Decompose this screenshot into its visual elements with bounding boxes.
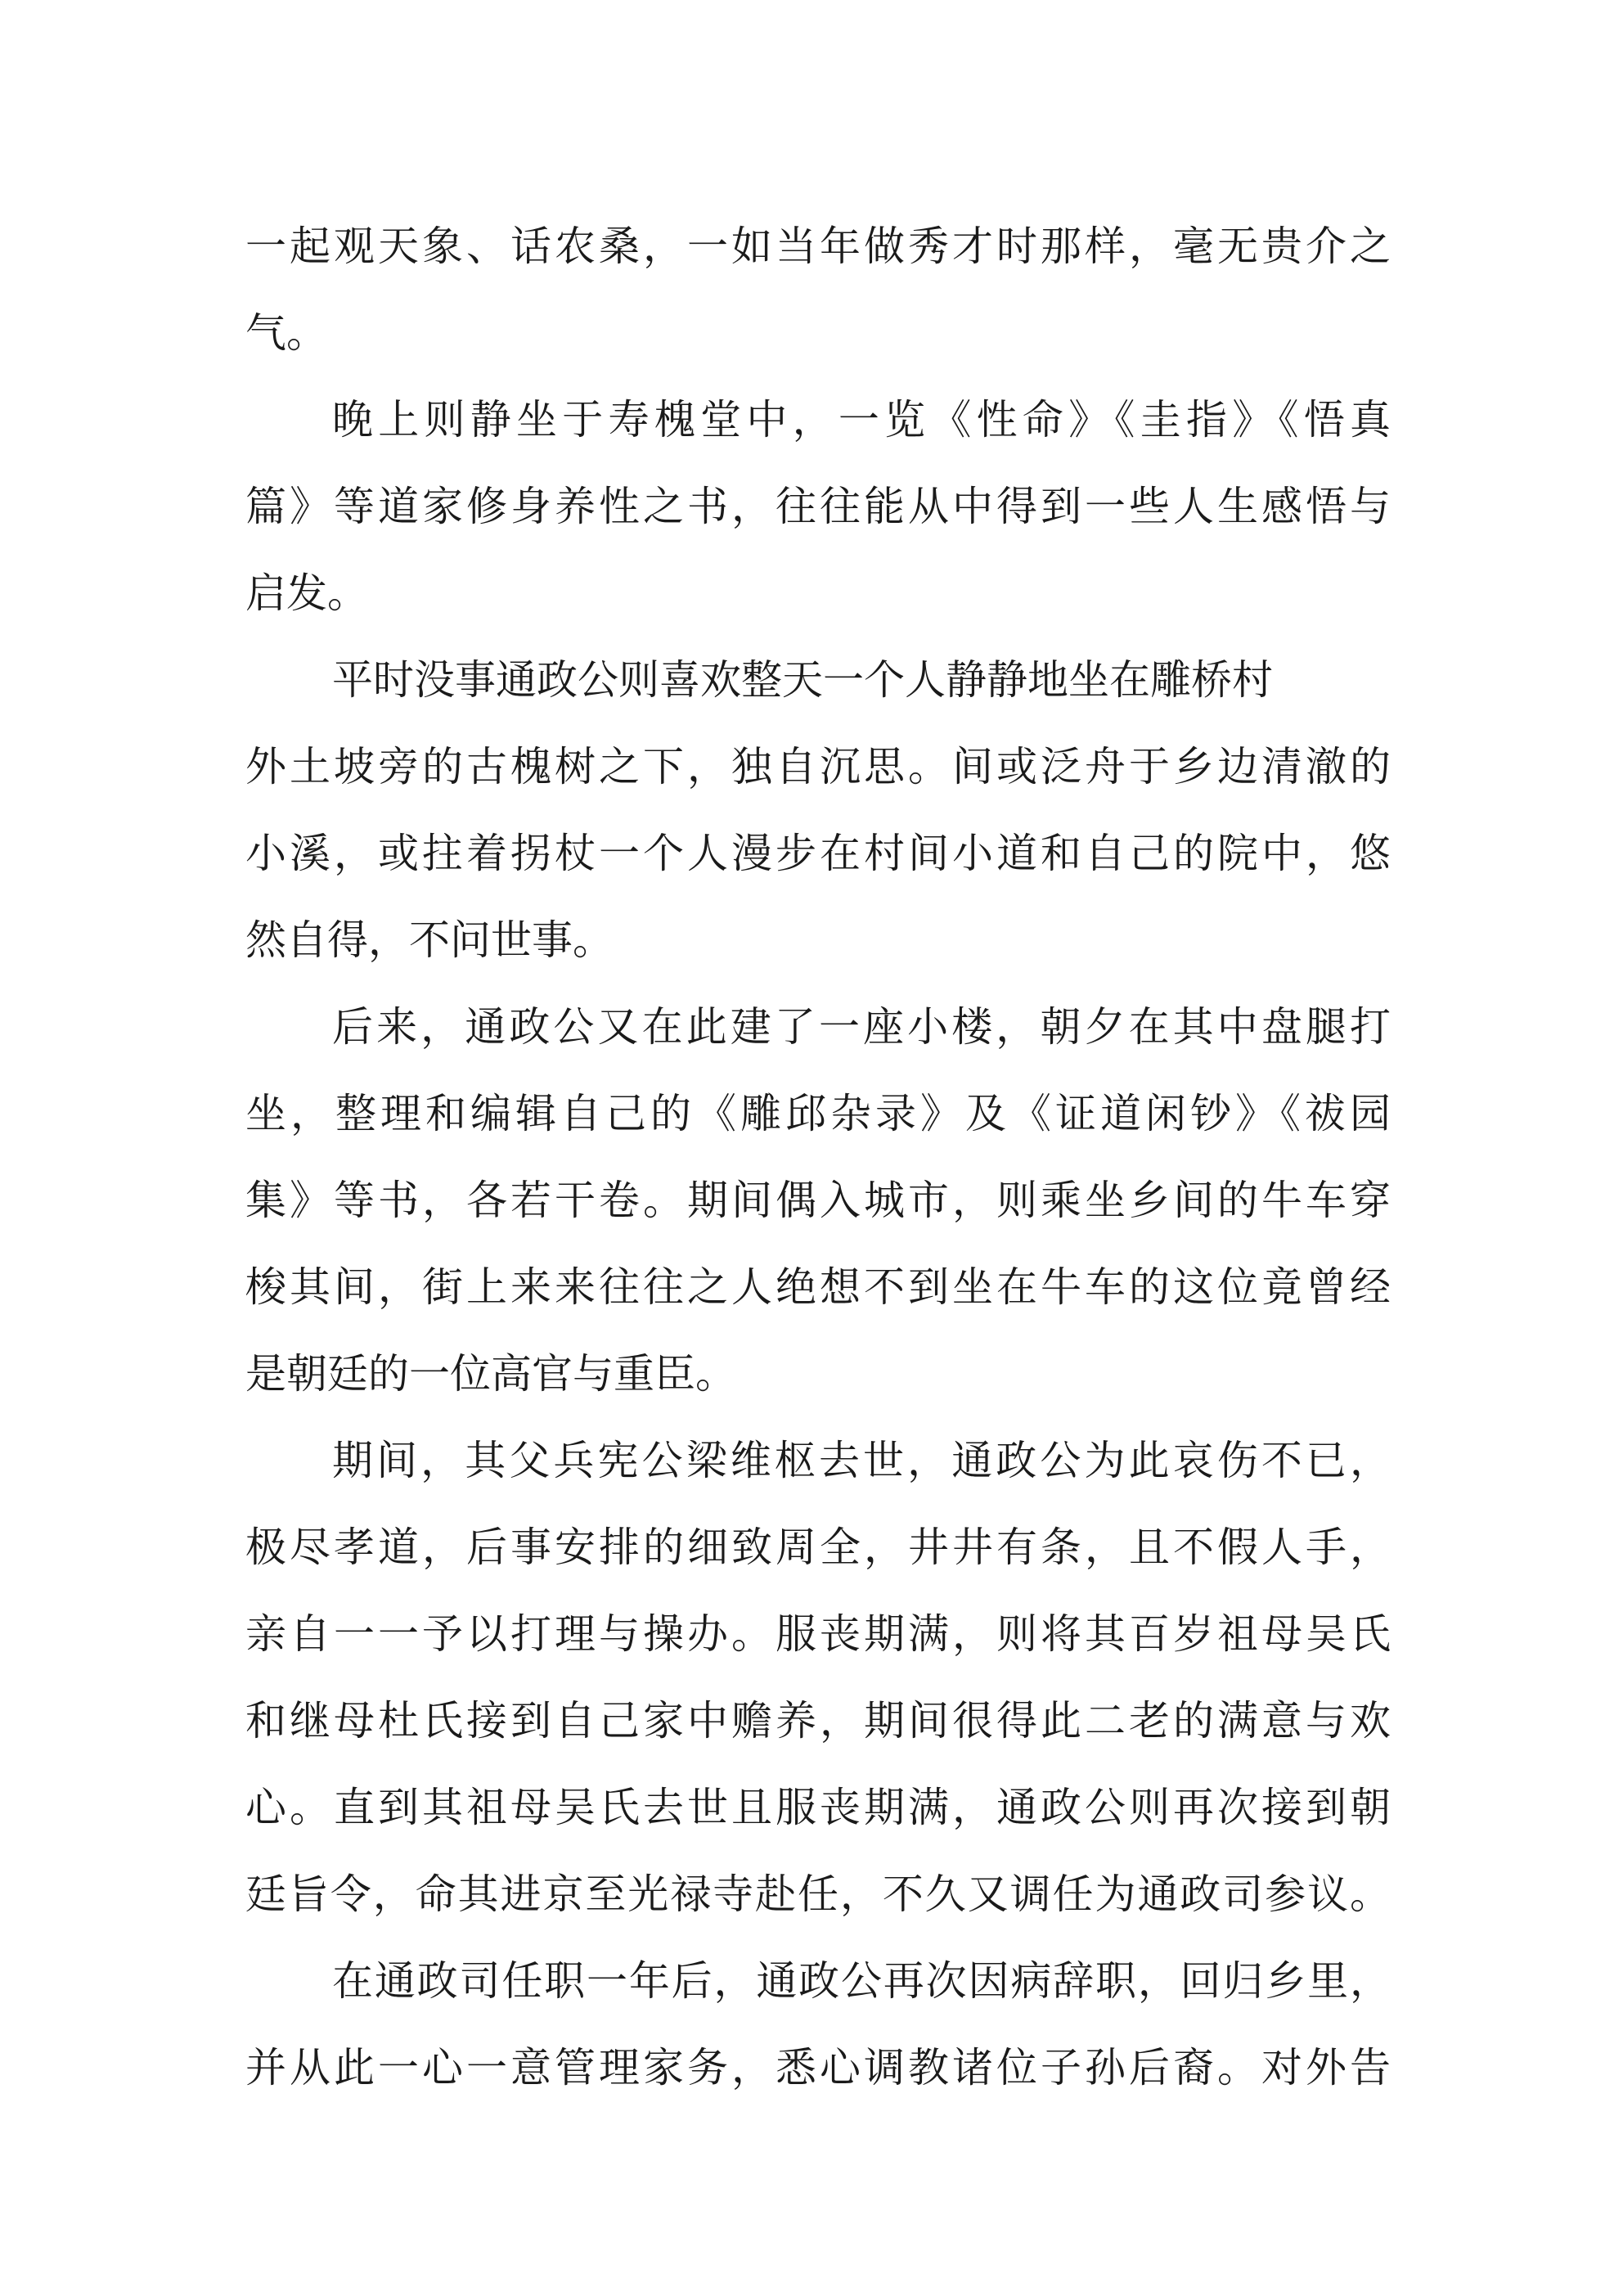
text-line: 廷旨令，命其进京至光禄寺赴任，不久又调任为通政司参议。 xyxy=(245,1871,1391,1918)
text-line: 篇》等道家修身养性之书，往往能从中得到一些人生感悟与 xyxy=(245,483,1391,530)
text-line: 集》等书，各若干卷。期间偶入城市，则乘坐乡间的牛车穿 xyxy=(245,1177,1391,1224)
text-line: 是朝廷的一位高官与重臣。 xyxy=(245,1350,736,1398)
text-line: 期间，其父兵宪公梁维枢去世，通政公为此哀伤不已， xyxy=(332,1437,1391,1484)
text-line: 然自得，不问世事。 xyxy=(245,916,614,964)
text-line: 启发。 xyxy=(245,569,368,617)
body-text xyxy=(245,203,1391,2111)
text-line: 极尽孝道，后事安排的细致周全，井井有条，且不假人手， xyxy=(245,1524,1391,1571)
text-line: 坐，整理和编辑自己的《雕邱杂录》及《证道闲钞》《祓园 xyxy=(245,1090,1391,1137)
text-line: 亲自一一予以打理与操办。服丧期满，则将其百岁祖母吴氏 xyxy=(245,1610,1391,1658)
text-line: 在通政司任职一年后，通政公再次因病辞职，回归乡里， xyxy=(332,1957,1391,2005)
text-line: 气。 xyxy=(245,309,327,357)
text-line: 梭其间，街上来来往往之人绝想不到坐在牛车的这位竟曾经 xyxy=(245,1263,1391,1311)
text-line: 并从此一心一意管理家务，悉心调教诸位子孙后裔。对外告 xyxy=(245,2044,1391,2091)
text-line: 小溪，或拄着拐杖一个人漫步在村间小道和自己的院中，悠 xyxy=(245,830,1391,877)
text-line: 和继母杜氏接到自己家中赡养，期间很得此二老的满意与欢 xyxy=(245,1697,1391,1745)
text-line: 一起观天象、话农桑，一如当年做秀才时那样，毫无贵介之 xyxy=(245,223,1391,270)
text-line: 晚上则静坐于寿槐堂中，一览《性命》《圭指》《悟真 xyxy=(332,396,1391,443)
text-line: 后来，通政公又在此建了一座小楼，朝夕在其中盘腿打 xyxy=(332,1003,1391,1051)
text-line: 平时没事通政公则喜欢整天一个人静静地坐在雕桥村 xyxy=(332,656,1273,704)
text-line: 心。直到其祖母吴氏去世且服丧期满，通政公则再次接到朝 xyxy=(245,1784,1391,1831)
text-line: 外土坡旁的古槐树之下，独自沉思。间或泛舟于乡边清澈的 xyxy=(245,743,1391,790)
